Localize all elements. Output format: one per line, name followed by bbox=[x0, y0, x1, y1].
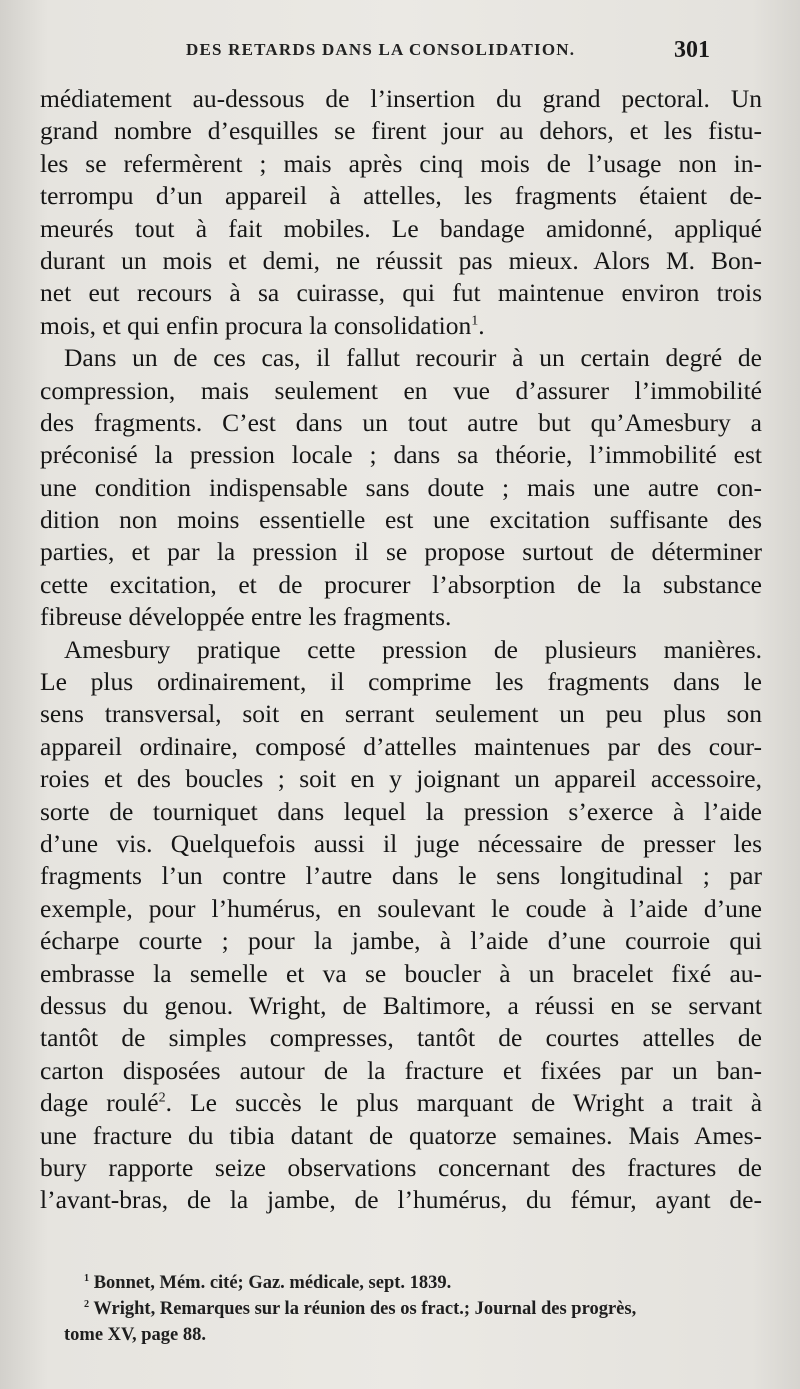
text-line: parties, et par la pression il se propose surtout de déterminer bbox=[40, 537, 762, 567]
text-line: carton disposées autour de la fracture et fixées par un ban- bbox=[40, 1055, 762, 1085]
text-line: dessus du genou. Wright, de Baltimore, a réussi en se servant bbox=[40, 990, 762, 1020]
body-text bbox=[40, 83, 762, 1217]
footnote-marker-2: 2 bbox=[84, 1298, 90, 1310]
running-title: DES RETARDS DANS LA CONSOLIDATION. bbox=[186, 40, 576, 59]
footnote-text: Wright, Remarques sur la réunion des os fract.; Journal des progrès, bbox=[93, 1299, 637, 1319]
text-line: Dans un de ces cas, il fallut recourir à un certain degré de bbox=[64, 343, 762, 373]
text-line: dition non moins essentielle est une excitation suffisante des bbox=[40, 505, 762, 535]
footnote-ref-1: 1 bbox=[471, 313, 479, 329]
text-line: une fracture du tibia datant de quatorze semaines. Mais Ames- bbox=[40, 1120, 762, 1150]
footnote-marker-1: 1 bbox=[84, 1272, 90, 1284]
text-line: fibreuse développée entre les fragments. bbox=[40, 602, 452, 632]
text-line-tail: . bbox=[478, 310, 485, 340]
page-number: 301 bbox=[674, 37, 710, 63]
text-line: médiatement au-dessous de l’insertion du grand pectoral. Un bbox=[40, 84, 762, 113]
footnote-ref-2: 2 bbox=[158, 1090, 166, 1106]
footnote-2-continued: tome XV, page 88. bbox=[64, 1325, 206, 1345]
text-line: net eut recours à sa cuirasse, qui fut maintenue environ trois bbox=[40, 278, 762, 308]
footnote-1 bbox=[64, 1270, 764, 1296]
text-line: une condition indispensable sans doute ; mais une autre con- bbox=[40, 472, 762, 502]
text-line: des fragments. C’est dans un tout autre but qu’Amesbury a bbox=[40, 407, 762, 437]
text-line-content: mois, et qui enfin procura la consolidation bbox=[40, 310, 472, 340]
text-line-content: dage roulé bbox=[40, 1088, 159, 1118]
text-line: meurés tout à fait mobiles. Le bandage amidonné, appliqué bbox=[40, 213, 762, 243]
text-line: sens transversal, soit en serrant seulement un peu plus son bbox=[40, 699, 762, 729]
text-line: terrompu d’un appareil à attelles, les fragments étaient de- bbox=[40, 181, 762, 211]
text-line bbox=[40, 310, 762, 342]
text-line: Le plus ordinairement, il comprime les fragments dans le bbox=[40, 667, 762, 697]
footnotes bbox=[64, 1270, 764, 1348]
text-line: bury rapporte seize observations concernant des fractures de bbox=[40, 1152, 762, 1182]
text-line: préconisé la pression locale ; dans sa théorie, l’immobilité est bbox=[40, 440, 762, 470]
text-line: durant un mois et demi, ne réussit pas mieux. Alors M. Bon- bbox=[40, 245, 762, 275]
text-line bbox=[40, 1087, 762, 1119]
text-line: tantôt de simples compresses, tantôt de courtes attelles de bbox=[40, 1023, 762, 1053]
text-line: compression, mais seulement en vue d’assurer l’immobilité bbox=[40, 375, 762, 405]
text-line-tail: . Le succès le plus marquant de Wright a trait à bbox=[165, 1088, 763, 1118]
text-line: les se refermèrent ; mais après cinq mois de l’usage non in- bbox=[40, 148, 762, 178]
text-line: grand nombre d’esquilles se firent jour au dehors, et les fistu- bbox=[40, 116, 762, 146]
text-line: appareil ordinaire, composé d’attelles maintenues par des cour- bbox=[40, 731, 762, 761]
text-line: Amesbury pratique cette pression de plusieurs manières. bbox=[64, 634, 762, 664]
text-line: l’avant-bras, de la jambe, de l’humérus, du fémur, ayant de- bbox=[40, 1185, 762, 1215]
text-line: cette excitation, et de procurer l’absorption de la substance bbox=[40, 569, 762, 599]
text-line: sorte de tourniquet dans lequel la pression s’exerce à l’aide bbox=[40, 796, 762, 826]
text-line: roies et des boucles ; soit en y joignant un appareil accessoire, bbox=[40, 764, 762, 794]
text-line: embrasse la semelle et va se boucler à un bracelet fixé au- bbox=[40, 958, 762, 988]
text-line: d’une vis. Quelquefois aussi il juge nécessaire de presser les bbox=[40, 828, 762, 858]
footnote-text: Bonnet, Mém. cité; Gaz. médicale, sept. 1839. bbox=[93, 1273, 452, 1293]
text-line: exemple, pour l’humérus, en soulevant le coude à l’aide d’une bbox=[40, 893, 762, 923]
text-line: écharpe courte ; pour la jambe, à l’aide d’une courroie qui bbox=[40, 926, 762, 956]
footnote-2 bbox=[64, 1296, 764, 1322]
text-line: fragments l’un contre l’autre dans le sens longitudinal ; par bbox=[40, 861, 762, 891]
